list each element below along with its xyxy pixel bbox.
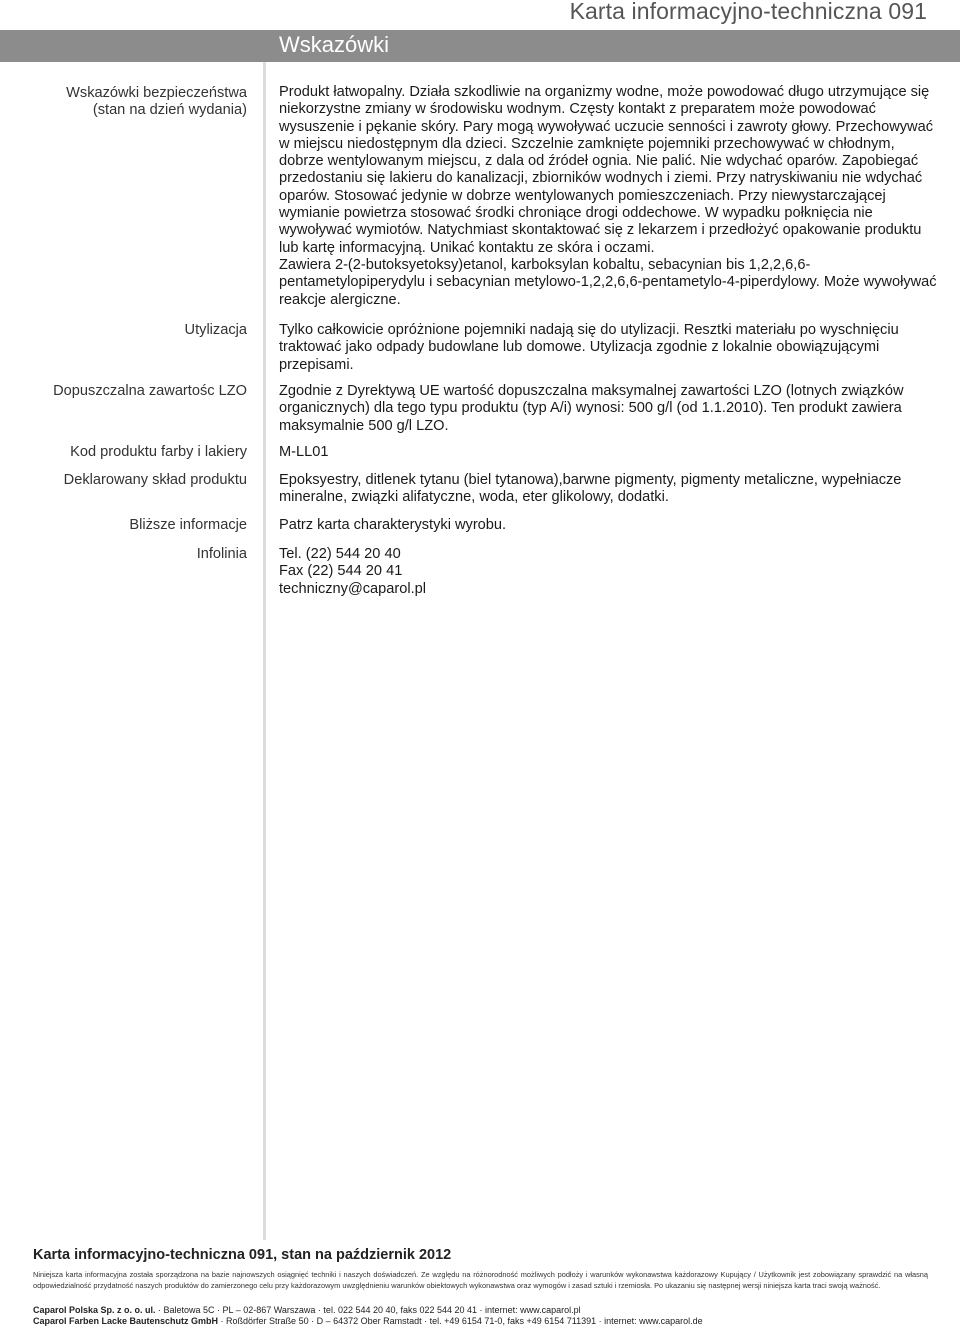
label-voc: Dopuszczalna zawartośc LZO [53,383,247,399]
footer-disclaimer: Niniejsza karta informacyjna została sporządzona na bazie najnowszych osiągnięć techniki i naszych doświadczeń. Ze względu na różnorodność możliwych podłoży i warunków wykonawstwa każdorazowy Kupujący / Użytkownik jest zobowiązany sprawdzić na własną odpowiedzialność przydatność naszych produktów do zamierzonego celu przy każdorazowym uwzględnieniu warunków obiektowych wykonawstwa oraz wymogów i zasad sztuki i rzemiosła. Po ukazaniu się następnej wersji niniejsza karta traci swoją ważność. [33,1270,928,1290]
infoline-tel: Tel. (22) 544 20 40 [279,546,401,562]
label-safety [66,85,247,120]
footer-company-poland: Caparol Polska Sp. z o. o. ul. [33,1305,156,1315]
column-divider [263,62,266,1240]
label-safety-line-1: Wskazówki bezpieczeństwa [66,85,247,101]
section-title: Wskazówki [279,32,390,57]
footer-title: Karta informacyjno-techniczna 091, stan na październik 2012 [33,1247,452,1263]
label-more-info: Bliższe informacje [129,517,247,533]
content-voc: Zgodnie z Dyrektywą UE wartość dopuszczalna maksymalnej zawartości LZO (lotnych związków organicznych) dla tego typu produktu (typ A/i) wynosi: 500 g/l (od 1.1.2010). Ten produkt zawiera maksymalnie 500 g/l LZO. [279,383,904,434]
content-disposal: Tylko całkowicie opróżnione pojemniki nadają się do utylizacji. Resztki materiału po wyschnięciu traktować jako odpady budowlane lub domowe. Utylizacja zgodnie z lokalnie obowiązującymi przepisami. [279,322,899,373]
footer-address-germany [33,1316,703,1326]
footer-company-germany: Caparol Farben Lacke Bautenschutz GmbH [33,1316,219,1326]
label-disposal: Utylizacja [184,322,247,338]
safety-paragraph-2: Zawiera 2-(2-butoksyetoksy)etanol, karboksylan kobaltu, sebacynian bis 1,2,2,6,6-pentametylopiperydylu i sebacynian metylowo-1,2,2,6,6-pentametylo-4-piperdylowy. Może wywoływać reakcje alergiczne. [279,256,937,308]
label-product-code: Kod produktu farby i lakiery [70,444,247,460]
footer-address-germany-text: · Roßdörfer Straße 50 · D – 64372 Ober Ramstadt · tel. +49 6154 71-0, faks +49 6154 711391 · internet: www.caparol.de [218,1316,703,1326]
content-infoline [279,546,939,598]
content-composition: Epoksyestry, ditlenek tytanu (biel tytanowa),barwne pigmenty, pigmenty metaliczne, wypełniacze mineralne, związki alifatyczne, woda, eter glikolowy, dodatki. [279,472,902,506]
label-composition: Deklarowany skład produktu [63,472,247,488]
footer-address-poland-text: · Baletowa 5C · PL – 02-867 Warszawa · tel. 022 544 20 40, faks 022 544 20 41 · internet: www.caparol.pl [155,1305,581,1315]
header-bar [0,30,960,62]
content-product-code: M-LL01 [279,444,329,460]
infoline-email[interactable]: techniczny@caparol.pl [279,580,427,597]
document-title: Karta informacyjno-techniczna 091 [569,0,927,24]
footer-address-poland [33,1305,581,1315]
label-infoline: Infolinia [196,546,247,562]
label-safety-line-2: (stan na dzień wydania) [92,102,247,119]
infoline-fax: Fax (22) 544 20 41 [279,563,403,580]
content-safety [279,84,939,309]
content-more-info: Patrz karta charakterystyki wyrobu. [279,517,507,533]
safety-paragraph-1: Produkt łatwopalny. Działa szkodliwie na organizmy wodne, może powodować długo utrzymujące się niekorzystne zmiany w środowisku wodnym. Częsty kontakt z preparatem może powodować wysuszenie i pękanie skóry. Pary mogą wywoływać uczucie senności i zawroty głowy. Przechowywać w miejscu niedostępnym dla dzieci. Szczelnie zamknięte pojemniki przechowywać w chłodnym, dobrze wentylowanym miejscu, z dala od źródeł ognia. Nie palić. Nie wdychać oparów. Zapobiegać przedostaniu się lakieru do kanalizacji, zbiorników wodnych i ziemi. Przy natryskiwaniu nie wdychać oparów. Stosować jedynie w dobrze wentylowanych pomieszczeniach. Przy niewystarczającej wymianie powietrza stosować środki chroniące drogi oddechowe. W wypadku połknięcia nie wywoływać wymiotów. Natychmiast skontaktować się z lekarzem i przedłożyć opakowanie produktu lub kartę informacyjną. Unikać kontaktu ze skóra i oczami. [279,84,933,256]
